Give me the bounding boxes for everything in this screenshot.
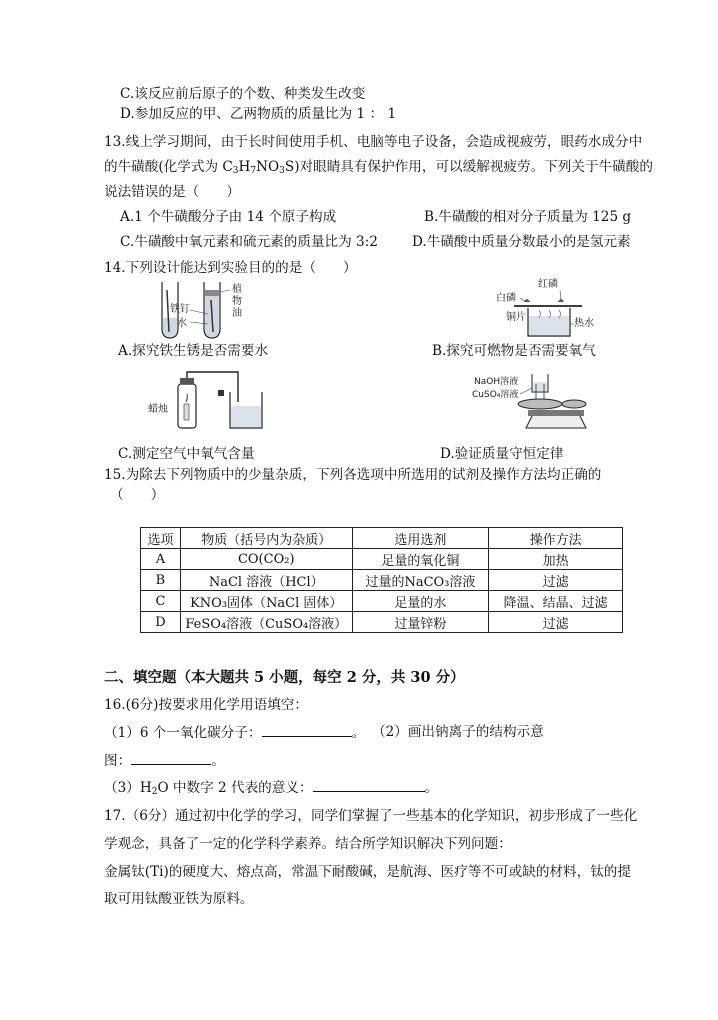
table-header: 选用选剂 — [352, 528, 489, 549]
q16-part3: $(3)H_2O$ 中数字 2 代表的意义： 。 — [104, 777, 438, 802]
q17-line3: 金属钛(Ti)的硬度大、熔点高，常温下耐酸碱，是航海、医疗等不可或缺的材料，钛的提 — [104, 864, 631, 880]
q17-line4: 取可用钛酸亚铁为原料。 — [104, 891, 254, 907]
table-header: 物质（括号内为杂质） — [180, 528, 352, 549]
answer-blank[interactable] — [262, 722, 352, 737]
table-cell: D — [141, 612, 181, 633]
figure-c-oxygen-measure — [146, 366, 266, 432]
figure-b-white-phosphorus: 白磷 — [496, 293, 516, 304]
table-header: 操作方法 — [489, 528, 623, 549]
figure-a-iron-rust — [150, 280, 260, 342]
table-cell: 过滤 — [489, 612, 623, 633]
figure-a-iron-label: 铁钉 — [170, 304, 190, 315]
figure-b-hot-water: 热水 — [574, 318, 594, 329]
q16-part2-cont: 图： 。 — [104, 750, 225, 771]
table-cell: A — [141, 549, 181, 570]
q13-stem-line2: 的牛磺酸(化学式为 $C_3H_7NO_3S$)对眼睛具有保护作用，可以缓解视疲劳。下列关于牛磺酸的 — [104, 159, 653, 176]
table-row — [141, 612, 623, 633]
figure-d-balance — [470, 370, 588, 436]
table-header: 选项 — [141, 528, 181, 549]
q13-stem-line3: 说法错误的是（ ） — [104, 184, 240, 200]
q13-option-d: D.牛磺酸中质量分数最小的是氢元素 — [412, 234, 631, 250]
figure-b-red-phosphorus: 红磷 — [538, 279, 558, 290]
q13-option-b: B.牛磺酸的相对分子质量为 125 g — [424, 209, 632, 225]
table-cell: NaCl 溶液（HCl） — [180, 570, 352, 591]
q15-paren: （ ） — [110, 487, 165, 503]
table-cell: 足量的水 — [352, 591, 489, 612]
table-cell: 过滤 — [489, 570, 623, 591]
figure-a-label-1: 植 — [232, 284, 242, 295]
q12-option-d: D.参加反应的甲、乙两物质的质量比为 1 ： 1 — [120, 106, 397, 122]
figure-a-water-label: 水 — [177, 318, 187, 329]
q16-part1: （1）6 个一氧化碳分子： 。 — [104, 722, 365, 743]
table-cell: B — [141, 570, 181, 591]
figure-b-combustion — [494, 276, 604, 344]
table-cell: KNO₃固体（NaCl 固体） — [180, 591, 352, 612]
q13-option-c: C.牛磺酸中氧元素和硫元素的质量比为 3:2 — [120, 234, 378, 250]
section-title: 二、填空题（本大题共 5 小题，每空 2 分，共 30 分） — [104, 669, 465, 686]
table-cell: FeSO₄溶液（CuSO₄溶液） — [180, 612, 352, 633]
figure-a-label-3: 油 — [232, 308, 242, 319]
answer-blank[interactable] — [313, 777, 425, 792]
figure-d-naoh-label: NaOH溶液 — [474, 377, 519, 387]
q13-stem-line1: 13.线上学习期间，由于长时间使用手机、电脑等电子设备，会造成视疲劳，眼药水成分中 — [104, 134, 643, 150]
q14-option-c: C.测定空气中氧气含量 — [118, 446, 255, 462]
q14-option-a: A.探究铁生锈是否需要水 — [118, 343, 269, 359]
table-row — [141, 591, 623, 612]
table-cell: C — [141, 591, 181, 612]
q14-option-b: B.探究可燃物是否需要氧气 — [432, 343, 596, 359]
table-row — [141, 549, 623, 570]
table-cell: 过量锌粉 — [352, 612, 489, 633]
figure-d-cuso4-label: CuSO₄溶液 — [472, 390, 519, 400]
table-cell: 加热 — [489, 549, 623, 570]
q13-option-a: A.1 个牛磺酸分子由 14 个原子构成 — [120, 209, 337, 225]
table-cell: 过量的NaCO₃溶液 — [352, 570, 489, 591]
table-cell: CO(CO₂) — [180, 549, 352, 570]
q17-line2: 学观念，具备了一定的化学科学素养。结合所学知识解决下列问题： — [104, 836, 512, 852]
q14-stem: 14.下列设计能达到实验目的的是（ ） — [104, 260, 357, 276]
figure-b-copper-label: 铜片 — [506, 312, 526, 323]
q15-stem: 15.为除去下列物质中的少量杂质，下列各选项中所选用的试剂及操作方法均正确的 — [104, 467, 602, 483]
table-header-row — [141, 528, 623, 549]
q12-option-c: C.该反应前后原子的个数、种类发生改变 — [120, 86, 366, 102]
figure-c-candle-label: 蜡烛 — [148, 404, 168, 415]
q16-part2: （2）画出钠离子的结构示意 — [372, 724, 544, 740]
figure-a-label-2: 物 — [232, 296, 242, 307]
q14-option-d: D.验证质量守恒定律 — [440, 446, 564, 462]
table-cell: 足量的氧化铜 — [352, 549, 489, 570]
table-cell: 降温、结晶、过滤 — [489, 591, 623, 612]
q17-line1: 17.（6分）通过初中化学的学习，同学们掌握了一些基本的化学知识，初步形成了一些化 — [104, 808, 638, 824]
table-row — [141, 570, 623, 591]
answer-blank[interactable] — [131, 750, 211, 765]
impurity-table — [140, 527, 623, 633]
q16-stem: 16.(6分)按要求用化学用语填空： — [104, 697, 308, 713]
